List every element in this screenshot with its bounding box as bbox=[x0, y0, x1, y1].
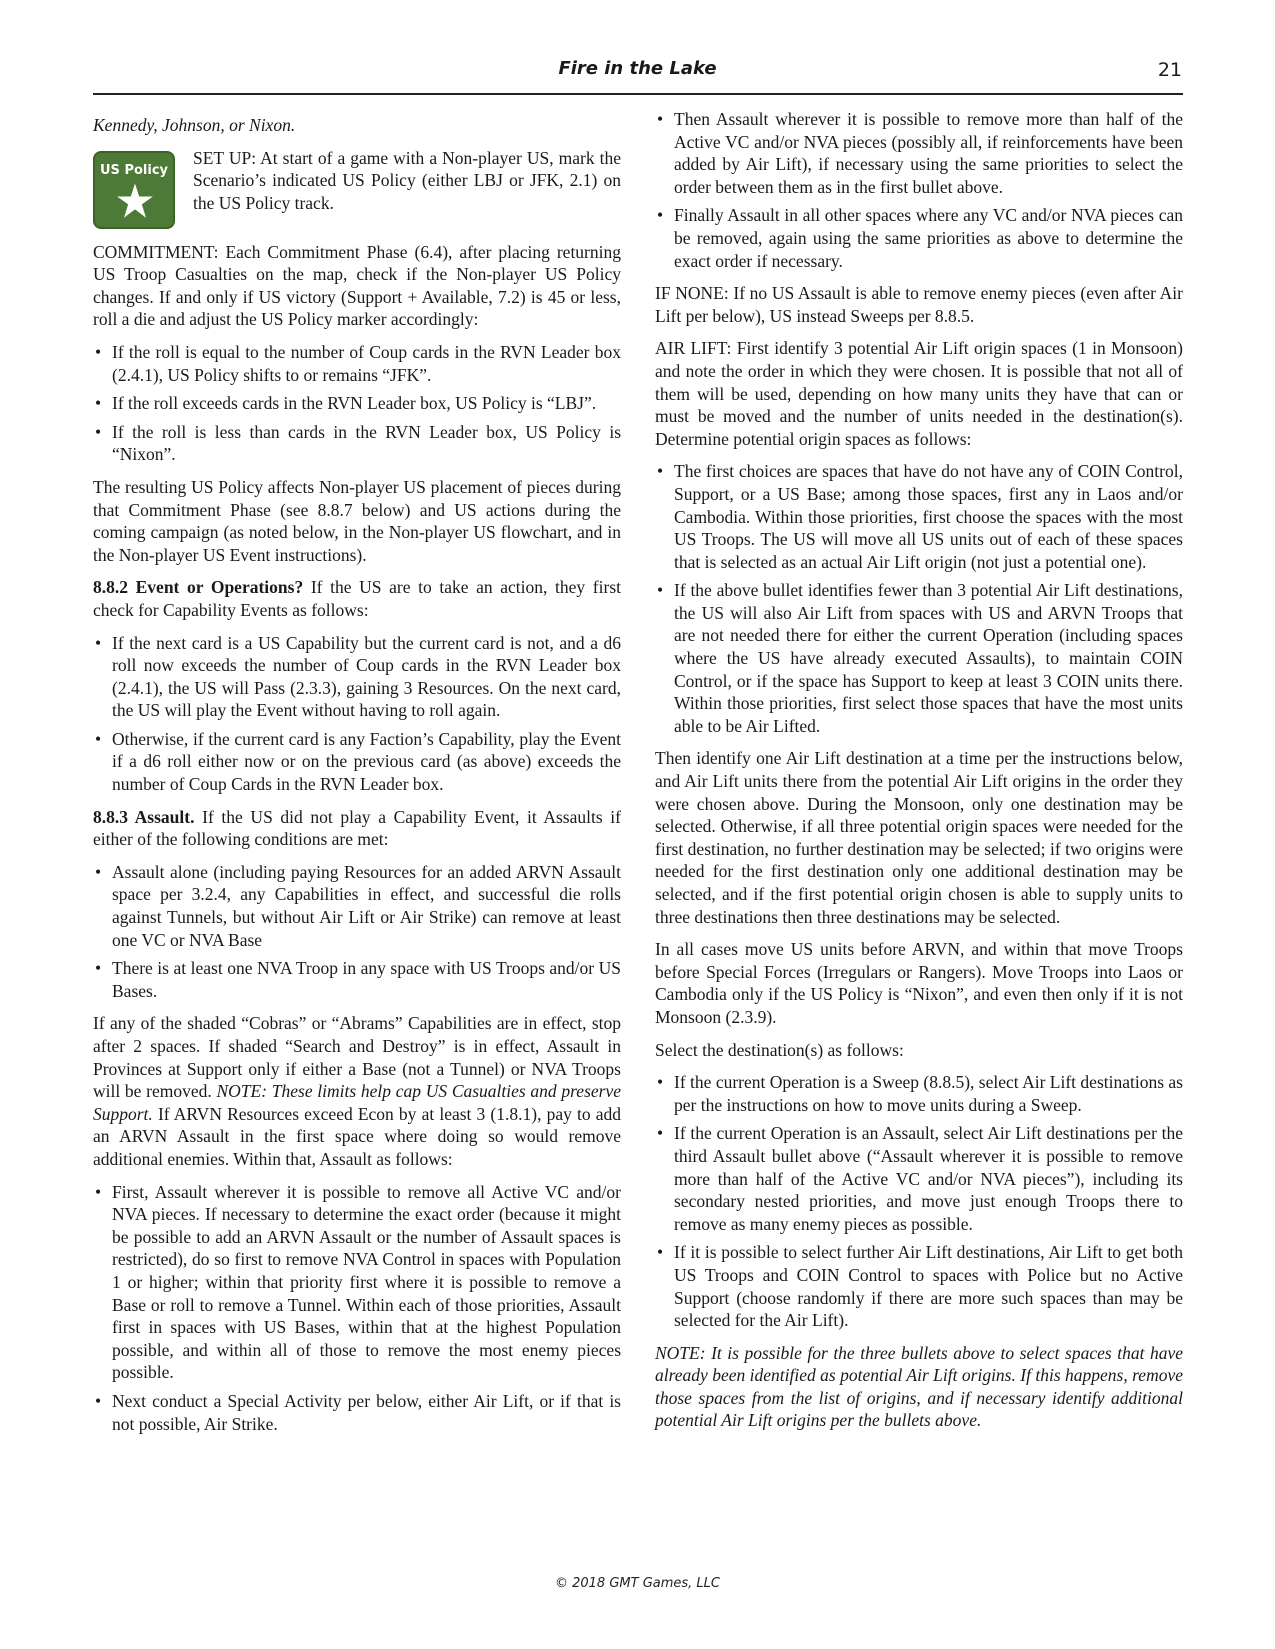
select-destination-paragraph: Select the destination(s) as follows: bbox=[655, 1039, 904, 1060]
section-8-8-2-paragraph bbox=[93, 576, 621, 621]
setup-paragraph: SET UP: At start of a game with a Non-player US, mark the Scenario’s indicated US Policy (either LBJ or JFK, 2.1) on the US Policy track. bbox=[193, 147, 621, 213]
paragraph-text: If ARVN Resources exceed Econ by at least 3 (1.8.1), pay to add an ARVN Assault in the first space where doing so would remove additional enemies. Within that, Assault as follows: bbox=[93, 1103, 621, 1169]
list-item: • If the next card is a US Capability but the current card is not, and a d6 roll now exceeds the number of Coup cards in the RVN Leader box (2.4.1), the US will Pass (2.3.3), gaining 3 Resources. On the next card, the US will play the Event without having to roll again. bbox=[93, 632, 621, 722]
commitment-paragraph: COMMITMENT: Each Commitment Phase (6.4), after placing returning US Troop Casualties on the map, check if the Non-player US Policy changes. If and only if US victory (Support + Available, 7.2) is 45 or less, roll a die and adjust the US Policy marker accordingly: bbox=[93, 241, 621, 330]
capabilities-limits-paragraph bbox=[93, 1012, 621, 1170]
list-item: • If the above bullet identifies fewer than 3 potential Air Lift destinations, the US will also Air Lift from spaces with US and ARVN Troops that are not needed there for either the current Operation (including spaces where the US have already executed Assaults), to maintain COIN Control, or if the space has Support to keep at least 3 COIN units there. Within those priorities, first select those spaces that have the most units able to be Air Lifted. bbox=[655, 579, 1183, 737]
air-lift-paragraph: AIR LIFT: First identify 3 potential Air Lift origin spaces (1 in Monsoon) and note the order in which they were chosen. It is possible that not all of them will be used, depending on how many units they have that can or must be moved and the number of units needed in the destination(s). Determine potential origin spaces as follows: bbox=[655, 338, 1183, 449]
list-item: • There is at least one NVA Troop in any space with US Troops and/or US Bases. bbox=[93, 957, 621, 1002]
copyright-footer: © 2018 GMT Games, LLC bbox=[554, 1576, 720, 1591]
header-rule bbox=[93, 93, 1183, 95]
us-policy-badge-label: US Policy bbox=[100, 162, 168, 178]
list-item: • If the current Operation is a Sweep (8.8.5), select Air Lift destinations as per the instructions on how to move units during a Sweep. bbox=[655, 1071, 1183, 1116]
destination-list bbox=[655, 1071, 1183, 1332]
air-lift-origin-list bbox=[655, 460, 1183, 737]
list-item: • Finally Assault in all other spaces where any VC and/or NVA pieces can be removed, again using the same priorities as above to determine the exact order if necessary. bbox=[655, 204, 1183, 272]
list-item: • If it is possible to select further Air Lift destinations, Air Lift to get both US Troops and COIN Control to spaces with Police but no Active Support (choose randomly if there are more such spaces than may be selected for the Air Lift). bbox=[655, 1241, 1183, 1331]
list-item: • If the roll exceeds cards in the RVN Leader box, US Policy is “LBJ”. bbox=[93, 392, 621, 415]
assault-continuation-list bbox=[655, 108, 1183, 272]
capability-bullet-list bbox=[93, 632, 621, 796]
list-item: • If the roll is equal to the number of Coup cards in the RVN Leader box (2.4.1), US Policy shifts to or remains “JFK”. bbox=[93, 341, 621, 386]
intro-line: Kennedy, Johnson, or Nixon. bbox=[93, 115, 296, 135]
paragraph-text: If any of the shaded “Cobras” or “Abrams” Capabilities are in effect, stop after 2 spaces. If shaded “Search and Destroy” is in effect, Assault in Provinces at Support only if either a Base (not a Tunnel) or NVA Troops will be removed. bbox=[93, 1013, 621, 1102]
resulting-policy-paragraph: The resulting US Policy affects Non-player US placement of pieces during that Commitment Phase (see 8.8.7 below) and US actions during the coming campaign (as noted below, in the Non-player US flowchart, and in the Non-player US Event instructions). bbox=[93, 476, 621, 565]
inline-note: NOTE: These limits help cap US Casualties and preserve Support. bbox=[93, 1081, 621, 1124]
destination-paragraph: Then identify one Air Lift destination at a time per the instructions below, and Air Lift units there from the potential Air Lift origins in the order they were chosen above. During the Monsoon, only one destination may be selected. Otherwise, if all three potential origin spaces were needed for the first destination, no further destination may be selected; if two origins were needed for the first destination only one additional destination may be selected, and if the first potential origin chosen is able to supply units to three destinations then three destinations may be selected. bbox=[655, 748, 1183, 927]
list-item: • If the current Operation is an Assault, select Air Lift destinations per the third Assault bullet above (“Assault wherever it is possible to remove more than half of the Active VC and/or NVA pieces”), including its secondary nested priorities, and move just enough Troops there to remove as many enemy pieces as possible. bbox=[655, 1122, 1183, 1235]
running-header-title: Fire in the Lake bbox=[558, 58, 717, 79]
assault-conditions-list bbox=[93, 861, 621, 1003]
section-heading: 8.8.3 Assault. bbox=[93, 806, 195, 827]
section-text: If the US did not play a Capability Event, it Assaults if either of the following conditions are met: bbox=[93, 806, 621, 850]
list-item: • Then Assault wherever it is possible to remove more than half of the Active VC and/or NVA pieces (possibly all, if reinforcements have been added by Air Lift), if necessary using the same priorities to select the order between them as in the first bullet above. bbox=[655, 108, 1183, 198]
note-paragraph: NOTE: It is possible for the three bullets above to select spaces that have already been identified as potential Air Lift origins. If this happens, remove those spaces from the list of origins, and if necessary identify additional potential Air Lift origins per the bullets above. bbox=[655, 1342, 1183, 1431]
list-item: • The first choices are spaces that have do not have any of COIN Control, Support, or a US Base; among those spaces, first any in Laos and/or Cambodia. Within those priorities, first choose the spaces with the most US Troops. The US will move all US units out of each of these spaces that is selected as an actual Air Lift origin (not just a potential one). bbox=[655, 460, 1183, 573]
list-item: • Next conduct a Special Activity per below, either Air Lift, or if that is not possible, Air Strike. bbox=[93, 1390, 621, 1435]
if-none-paragraph: IF NONE: If no US Assault is able to remove enemy pieces (even after Air Lift per below), US instead Sweeps per 8.8.5. bbox=[655, 283, 1183, 326]
assault-order-list bbox=[93, 1181, 621, 1436]
left-column bbox=[93, 114, 621, 1445]
section-text: If the US are to take an action, they first check for Capability Events as follows: bbox=[93, 577, 621, 620]
all-cases-paragraph: In all cases move US units before ARVN, and within that move Troops before Special Forces (Irregulars or Rangers). Move Troops into Laos or Cambodia only if the US Policy is “Nixon”, and even then only if it is not Monsoon (2.3.9). bbox=[655, 939, 1183, 1027]
star-icon bbox=[116, 182, 154, 220]
page-number: 21 bbox=[1157, 59, 1182, 81]
commitment-bullet-list bbox=[93, 341, 621, 466]
list-item: • If the roll is less than cards in the RVN Leader box, US Policy is “Nixon”. bbox=[93, 421, 621, 466]
list-item: • Otherwise, if the current card is any Faction’s Capability, play the Event if a d6 roll either now or on the previous card (as above) exceeds the number of Coup Cards in the RVN Leader box. bbox=[93, 728, 621, 796]
section-heading: 8.8.2 Event or Operations? bbox=[93, 577, 304, 598]
section-8-8-3-paragraph bbox=[93, 806, 621, 851]
us-policy-badge bbox=[93, 151, 175, 229]
setup-block bbox=[93, 147, 621, 231]
right-column bbox=[655, 108, 1183, 1442]
list-item: • First, Assault wherever it is possible to remove all Active VC and/or NVA pieces. If necessary to determine the exact order (because it might be possible to add an ARVN Assault or the number of Assault spaces is restricted), do so first to remove NVA Control in spaces with Population 1 or higher; within that priority first where it is possible to remove a Base or roll to remove a Tunnel. Within each of those priorities, Assault first in spaces with US Bases, within that at the highest Population possible, and within all of those to remove the most enemy pieces possible. bbox=[93, 1181, 621, 1384]
list-item: • Assault alone (including paying Resources for an added ARVN Assault space per 3.2.4, any Capabilities in effect, and successful die rolls against Tunnels, but without Air Lift or Air Strike) can remove at least one VC or NVA Base bbox=[93, 861, 621, 951]
